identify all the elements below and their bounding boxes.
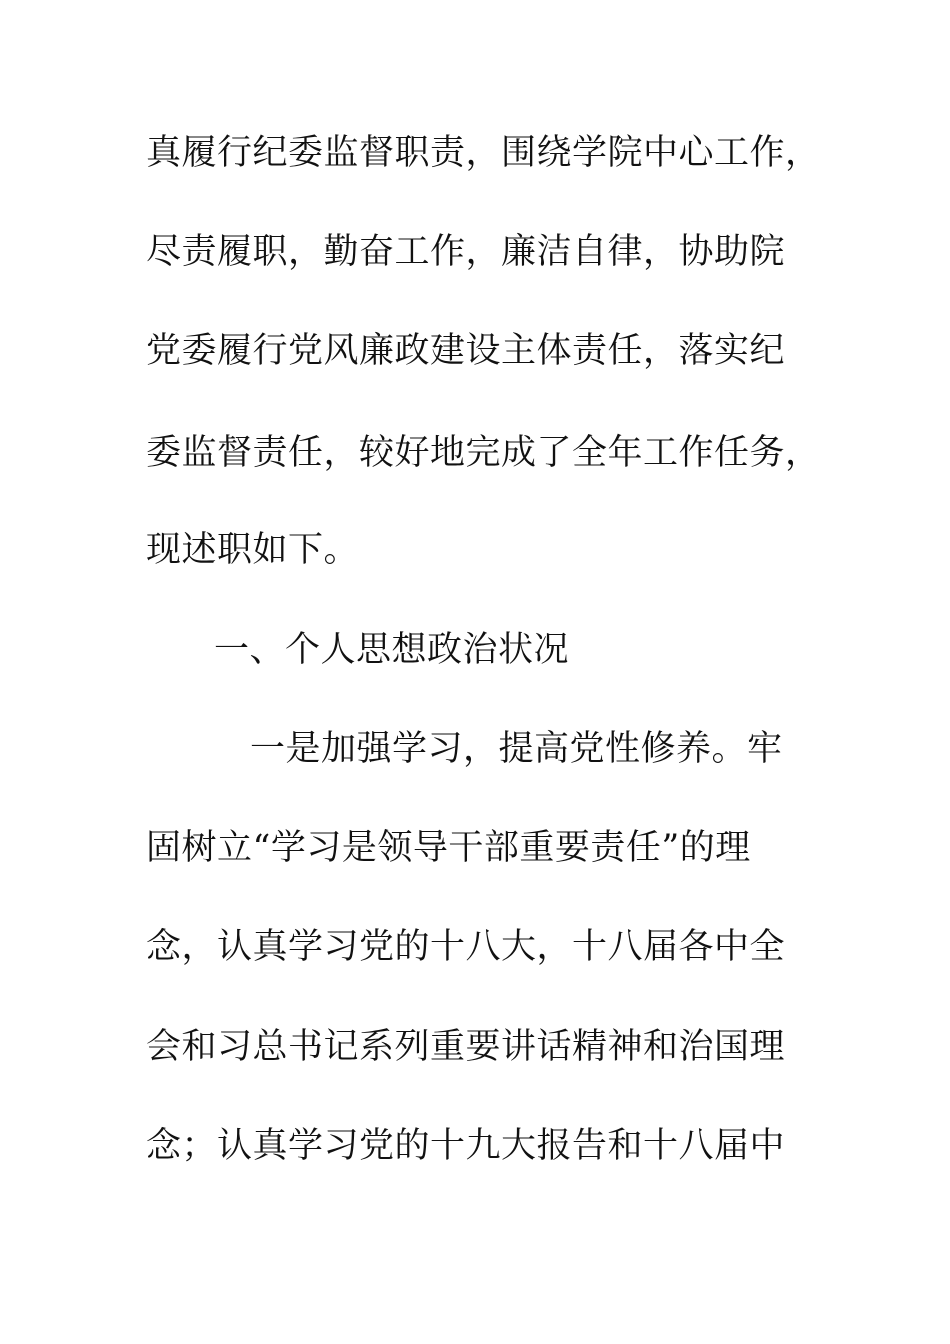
text-line-3: 党委履行党风廉政建设主体责任，落实纪 bbox=[146, 331, 786, 371]
text-line-2: 尽责履职，勤奋工作，廉洁自律，协助院 bbox=[146, 232, 786, 272]
text-line-11: 念；认真学习党的十九大报告和十八届中 bbox=[146, 1126, 786, 1166]
text-line-9: 念，认真学习党的十八大，十八届各中全 bbox=[146, 927, 786, 967]
text-line-7: 一是加强学习，提高党性修养。牢 bbox=[250, 729, 783, 769]
text-line-10: 会和习总书记系列重要讲话精神和治国理 bbox=[146, 1027, 786, 1067]
text-line-5: 现述职如下。 bbox=[146, 530, 360, 570]
text-line-1: 真履行纪委监督职责，围绕学院中心工作， bbox=[146, 133, 821, 173]
text-line-8: 固树立“学习是领导干部重要责任”的理 bbox=[146, 828, 751, 868]
text-line-4: 委监督责任，较好地完成了全年工作任务， bbox=[146, 433, 821, 473]
section-heading: 一、个人思想政治状况 bbox=[214, 630, 570, 670]
